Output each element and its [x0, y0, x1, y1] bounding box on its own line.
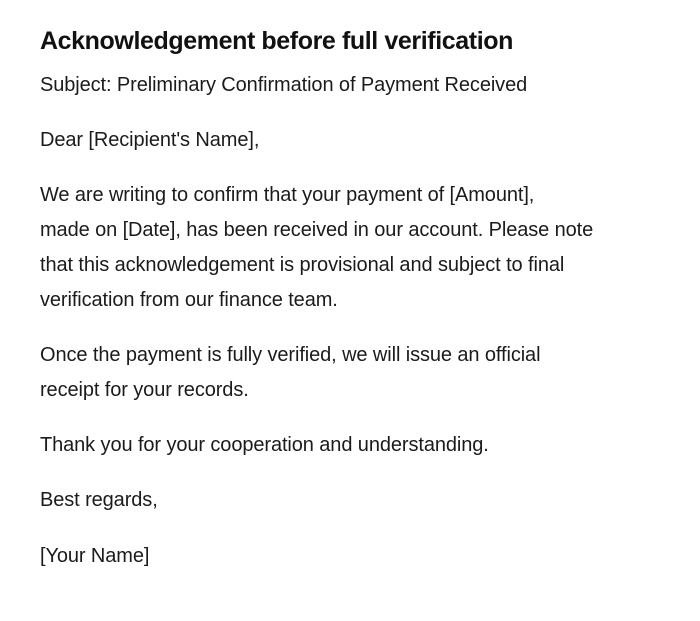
- letter-document: [40, 0, 640, 574]
- paragraph-line: We are writing to confirm that your payment of [Amount],: [40, 184, 535, 206]
- paragraph-line: made on [Date], has been received in our account. Please note: [40, 219, 594, 241]
- signature: [Your Name]: [40, 545, 150, 567]
- body-paragraph-confirmation: [40, 178, 640, 318]
- thanks-line: Thank you for your cooperation and understanding.: [40, 434, 489, 456]
- greeting: Dear [Recipient's Name],: [40, 129, 260, 151]
- closing-line: Best regards,: [40, 489, 158, 511]
- document-title: Acknowledgement before full verification: [40, 27, 513, 55]
- paragraph-line: receipt for your records.: [40, 379, 249, 401]
- body-paragraph-receipt: [40, 338, 640, 408]
- paragraph-line: verification from our finance team.: [40, 289, 338, 311]
- paragraph-line: that this acknowledgement is provisional and subject to final: [40, 254, 565, 276]
- subject-line: Subject: Preliminary Confirmation of Payment Received: [40, 74, 528, 96]
- paragraph-line: Once the payment is fully verified, we will issue an official: [40, 344, 541, 366]
